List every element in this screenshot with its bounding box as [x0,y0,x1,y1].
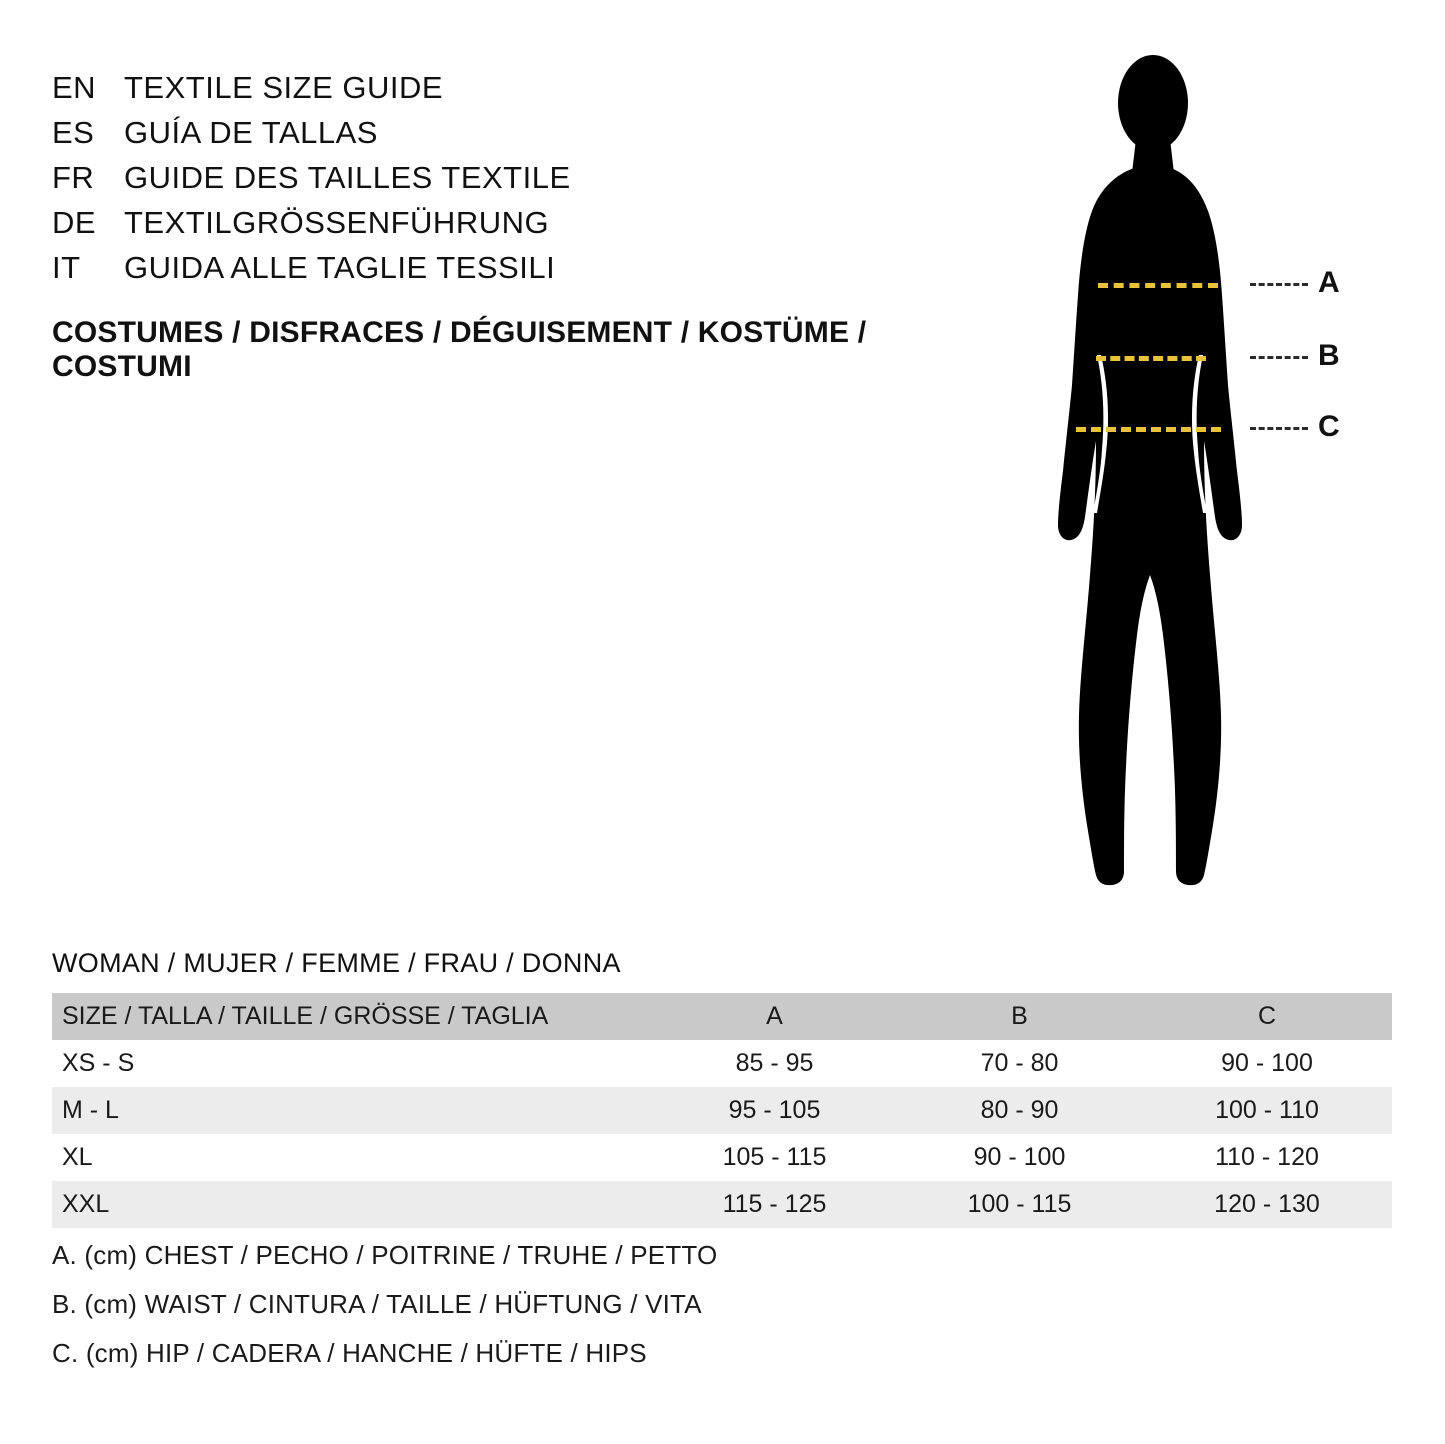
language-row-fr [52,160,1012,196]
table-header-b: B [897,993,1142,1040]
table-header-c: C [1142,993,1392,1040]
row-size: XL [52,1134,652,1181]
language-code-fr: FR [52,160,95,195]
measure-line-b [1096,356,1206,361]
row-c: 100 - 110 [1142,1087,1392,1134]
language-title-it: GUIDA ALLE TAGLIE TESSILI [124,250,556,285]
row-size: XS - S [52,1040,652,1087]
language-row-de [52,205,1012,241]
row-a: 115 - 125 [652,1181,897,1228]
language-title-es: GUÍA DE TALLAS [124,115,378,150]
row-a: 95 - 105 [652,1087,897,1134]
table-caption: WOMAN / MUJER / FEMME / FRAU / DONNA [52,948,621,978]
row-c: 120 - 130 [1142,1181,1392,1228]
language-code-en: EN [52,70,97,105]
row-a: 105 - 115 [652,1134,897,1181]
size-table [52,993,1392,1228]
language-row-it [52,250,1012,286]
legend-line-b: B. (cm) WAIST / CINTURA / TAILLE / HÜFTUNG / VITA [52,1289,702,1319]
table-header-a: A [652,993,897,1040]
measure-label-a: A [1318,266,1340,299]
leader-line-a [1250,283,1308,286]
language-row-es [52,115,1012,151]
woman-silhouette-icon [1000,55,1300,895]
language-title-en: TEXTILE SIZE GUIDE [124,70,444,105]
row-b: 90 - 100 [897,1134,1142,1181]
language-row-en [52,70,1012,106]
row-b: 100 - 115 [897,1181,1142,1228]
row-size: XXL [52,1181,652,1228]
leader-line-b [1250,356,1308,359]
row-size: M - L [52,1087,652,1134]
measure-label-c: C [1318,410,1340,443]
row-a: 85 - 95 [652,1040,897,1087]
table-header-row [52,993,1392,1040]
measurement-legend [52,1240,1052,1387]
language-title-de: TEXTILGRÖSSENFÜHRUNG [124,205,550,240]
row-b: 70 - 80 [897,1040,1142,1087]
table-row [52,1087,1392,1134]
language-code-es: ES [52,115,95,150]
table-header-size: SIZE / TALLA / TAILLE / GRÖSSE / TAGLIA [52,993,652,1040]
size-guide-header [52,70,1012,384]
row-c: 110 - 120 [1142,1134,1392,1181]
table-row [52,1040,1392,1087]
row-c: 90 - 100 [1142,1040,1392,1087]
leader-line-c [1250,427,1308,430]
table-row [52,1134,1392,1181]
row-b: 80 - 90 [897,1087,1142,1134]
body-figure [1000,55,1400,895]
language-code-de: DE [52,205,97,240]
table-row [52,1181,1392,1228]
language-title-fr: GUIDE DES TAILLES TEXTILE [124,160,571,195]
legend-line-c: C. (cm) HIP / CADERA / HANCHE / HÜFTE / HIPS [52,1338,647,1368]
size-table-section [52,948,1392,1228]
measure-label-b: B [1318,339,1340,372]
language-code-it: IT [52,250,81,285]
measure-line-c [1076,427,1221,432]
category-title: COSTUMES / DISFRACES / DÉGUISEMENT / KOSTÜME / COSTUMI [52,316,867,383]
measure-line-a [1098,283,1218,288]
legend-line-a: A. (cm) CHEST / PECHO / POITRINE / TRUHE / PETTO [52,1240,718,1270]
